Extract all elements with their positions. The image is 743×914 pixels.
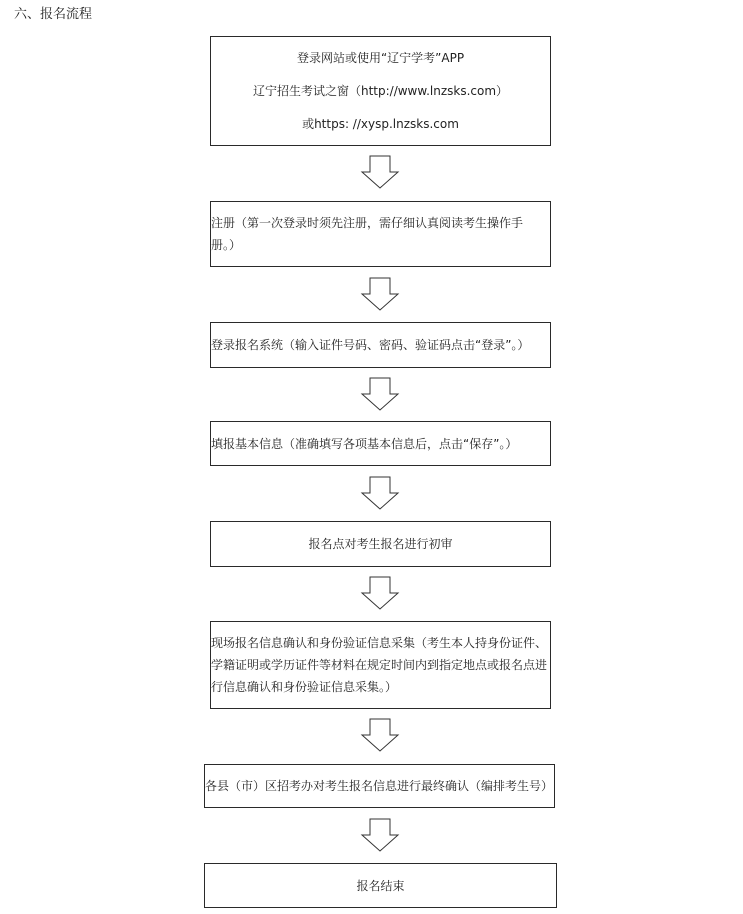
step-8-line-1: 报名结束 bbox=[356, 878, 405, 893]
step-registration-end bbox=[204, 863, 557, 908]
step-6-line-1: 现场报名信息确认和身份验证信息采集（考生本人持身份证件、 bbox=[211, 636, 548, 650]
step-4-line-1: 填报基本信息（准确填写各项基本信息后，点击“保存”。） bbox=[211, 436, 518, 451]
step-1-line-1: 登录网站或使用“辽宁学考”APP bbox=[296, 50, 465, 65]
step-2-line-1: 注册（第一次登录时须先注册，需仔细认真阅读考生操作手 bbox=[211, 216, 524, 230]
step-final-confirmation bbox=[204, 764, 555, 808]
step-login-website bbox=[210, 36, 551, 146]
step-1-line-2: 辽宁招生考试之窗（http://www.lnzsks.com） bbox=[252, 83, 509, 98]
step-initial-review bbox=[210, 521, 551, 567]
step-login-system bbox=[210, 322, 551, 368]
step-register bbox=[210, 201, 551, 267]
down-arrow-icon bbox=[360, 476, 400, 510]
down-arrow-icon bbox=[360, 576, 400, 610]
down-arrow-icon bbox=[360, 377, 400, 411]
down-arrow-icon bbox=[360, 277, 400, 311]
step-2-line-2: 册。） bbox=[211, 238, 242, 252]
step-1-line-3: 或https: //xysp.lnzsks.com bbox=[302, 116, 459, 131]
step-onsite-confirmation bbox=[210, 621, 551, 709]
step-6-line-3: 行信息确认和身份验证信息采集。） bbox=[211, 680, 398, 694]
down-arrow-icon bbox=[360, 818, 400, 852]
step-fill-info bbox=[210, 421, 551, 466]
down-arrow-icon bbox=[360, 718, 400, 752]
step-6-line-2: 学籍证明或学历证件等材料在规定时间内到指定地点或报名点进 bbox=[211, 658, 548, 672]
step-7-line-1: 各县（市）区招考办对考生报名信息进行最终确认（编排考生号） bbox=[205, 779, 554, 793]
step-5-line-1: 报名点对考生报名进行初审 bbox=[308, 537, 453, 551]
step-3-line-1: 登录报名系统（输入证件号码、密码、验证码点击“登录”。） bbox=[211, 338, 530, 352]
down-arrow-icon bbox=[360, 155, 400, 189]
page-heading: 六、报名流程 bbox=[14, 7, 93, 22]
